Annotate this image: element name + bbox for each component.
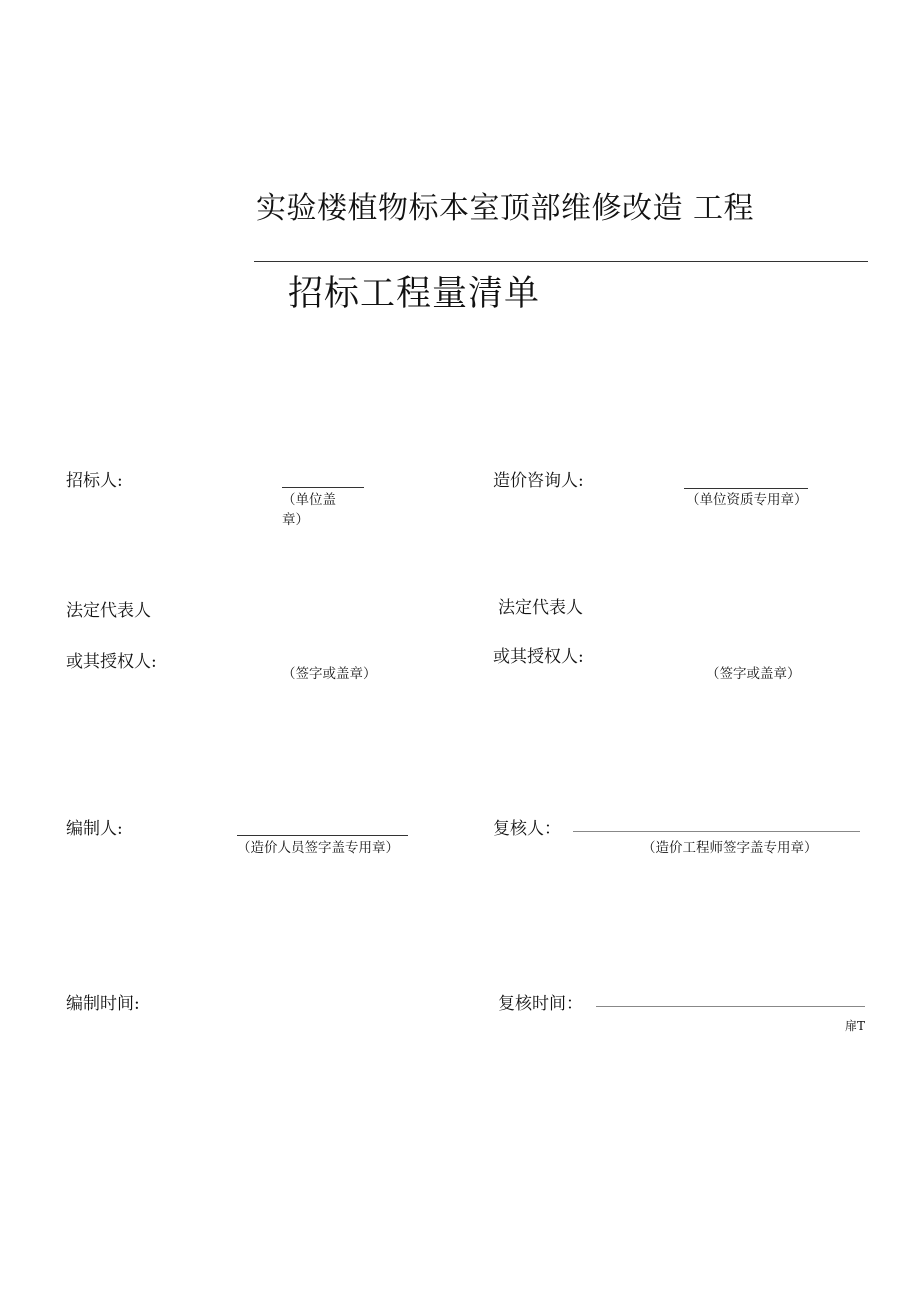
title-divider: [254, 261, 868, 262]
project-name: 实验楼植物标本室顶部维修改造 工程: [256, 191, 755, 226]
left-authorized-label: 或其授权人:: [66, 652, 157, 672]
left-legal-rep-label: 法定代表人: [66, 601, 151, 621]
right-authorized-label: 或其授权人:: [493, 647, 584, 667]
tenderer-signature-line: [282, 487, 364, 488]
tenderer-note: （单位盖章）: [282, 492, 336, 528]
reviewer-signature-line: [573, 831, 860, 832]
tenderer-label: 招标人:: [66, 471, 123, 491]
compiler-label: 编制人:: [66, 819, 123, 839]
reviewer-label: 复核人：: [493, 819, 561, 839]
compiler-note: （造价人员签字盖专用章）: [237, 840, 399, 856]
review-time-label: 复核时间：: [498, 994, 583, 1014]
review-time-line: [596, 1006, 865, 1007]
consultant-label: 造价咨询人:: [493, 471, 584, 491]
page-mark: 扉T: [845, 1019, 866, 1033]
compile-time-label: 编制时间:: [66, 994, 140, 1014]
reviewer-note: （造价工程师签字盖专用章）: [642, 840, 818, 856]
left-legal-note: （签字或盖章）: [282, 666, 377, 682]
right-legal-note: （签字或盖章）: [706, 666, 801, 682]
right-legal-rep-label: 法定代表人: [498, 598, 583, 618]
document-title: 招标工程量清单: [288, 274, 541, 314]
consultant-signature-line: [684, 488, 808, 489]
consultant-note: （单位资质专用章）: [686, 492, 808, 508]
compiler-signature-line: [237, 835, 408, 836]
